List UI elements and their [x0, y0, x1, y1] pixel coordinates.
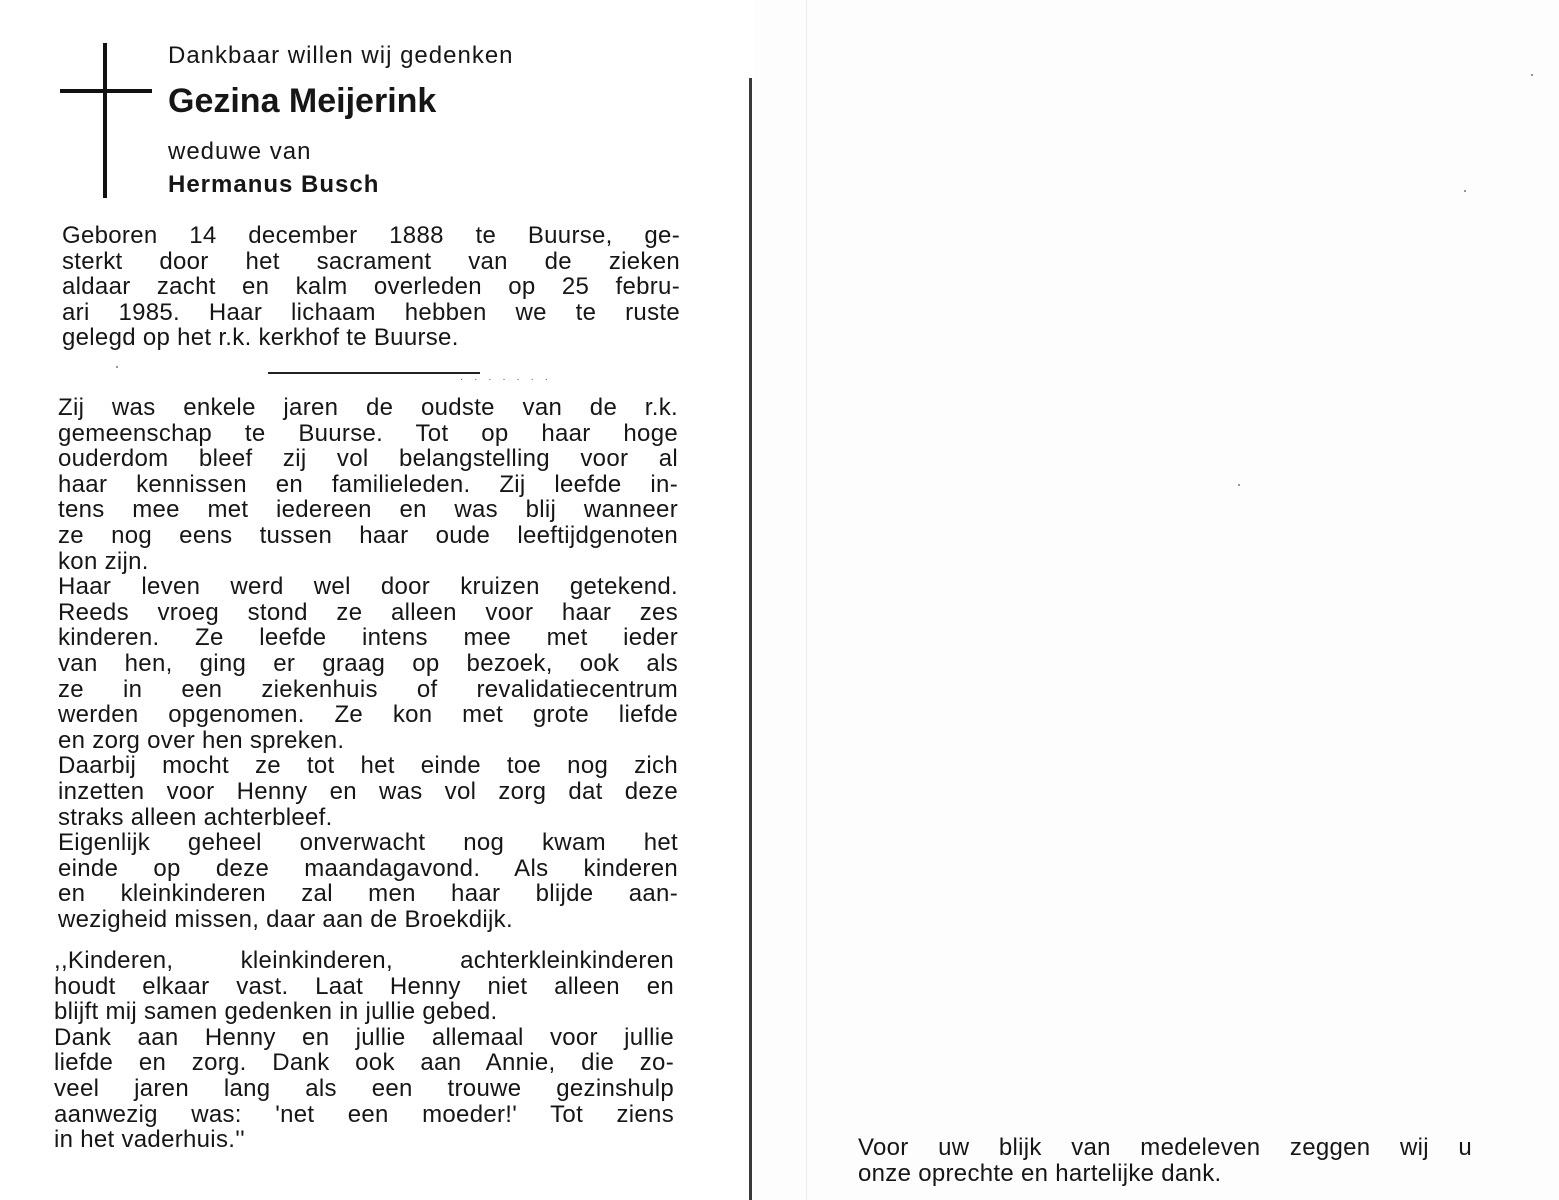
text-line: Daarbij mocht ze tot het einde toe nog zich — [58, 752, 678, 780]
card-fold-line — [749, 78, 752, 1200]
text-line: inzetten voor Henny en was vol zorg dat deze — [58, 777, 678, 805]
text-line: werden opgenomen. Ze kon met grote liefde — [58, 701, 678, 729]
thanks-paragraph — [858, 1135, 1472, 1186]
text-line: ze nog eens tussen haar oude leeftijdgenoten — [58, 521, 678, 549]
intro-text: Dankbaar willen wij gedenken — [168, 42, 514, 69]
card-front-panel — [0, 0, 755, 1200]
text-line: ari 1985. Haar lichaam hebben we te ruste — [62, 298, 680, 326]
text-line: en kleinkinderen zal men haar blijde aan- — [58, 880, 678, 908]
text-line: gelegd op het r.k. kerkhof te Buurse. — [62, 324, 459, 352]
text-line: haar kennissen en familieleden. Zij leefde in- — [58, 470, 678, 498]
cross-icon — [103, 43, 107, 198]
text-line: liefde en zorg. Dank ook aan Annie, die zo- — [54, 1049, 674, 1077]
text-line: Voor uw blijk van medeleven zeggen wij u — [858, 1134, 1472, 1161]
text-line: straks alleen achterbleef. — [58, 803, 333, 831]
widow-of-text: weduwe van — [168, 138, 312, 165]
text-line: Reeds vroeg stond ze alleen voor haar zes — [58, 598, 678, 626]
text-line: Haar leven werd wel door kruizen getekend. — [58, 573, 678, 601]
text-line: aanwezig was: 'net een moeder!' Tot ziens — [54, 1100, 674, 1128]
text-line: ,,Kinderen, kleinkinderen, achterkleinkinderen — [54, 947, 674, 974]
text-line: ouderdom bleef zij vol belangstelling voor al — [58, 445, 678, 473]
text-line: in het vaderhuis.'' — [54, 1126, 245, 1154]
scan-speck — [116, 366, 118, 368]
text-line: einde op deze maandagavond. Als kinderen — [58, 854, 678, 882]
text-line: tens mee met iedereen en was blij wanneer — [58, 496, 678, 524]
text-line: blijft mij samen gedenken in jullie gebed. — [54, 998, 498, 1026]
husband-name: Hermanus Busch — [168, 171, 380, 198]
text-line: houdt elkaar vast. Laat Henny niet alleen en — [54, 972, 674, 1000]
text-line: kinderen. Ze leefde intens mee met ieder — [58, 624, 678, 652]
text-line: Dank aan Henny en jullie allemaal voor jullie — [54, 1023, 674, 1051]
text-line: veel jaren lang als een trouwe gezinshulp — [54, 1074, 674, 1102]
text-line: wezigheid missen, daar aan de Broekdijk. — [58, 905, 513, 933]
text-line: kon zijn. — [58, 547, 149, 575]
scan-speck — [1531, 74, 1533, 76]
scan-speck — [1464, 190, 1466, 192]
text-line: Eigenlijk geheel onverwacht nog kwam het — [58, 829, 678, 857]
separator-specks: · · · · · · · — [460, 374, 552, 385]
card-back-panel — [757, 0, 1559, 1200]
text-line: aldaar zacht en kalm overleden op 25 febru- — [62, 273, 680, 301]
card-edge — [806, 0, 807, 1200]
text-line: sterkt door het sacrament van de zieken — [62, 247, 680, 275]
text-line: onze oprechte en hartelijke dank. — [858, 1159, 1222, 1187]
text-line: ze in een ziekenhuis of revalidatiecentrum — [58, 675, 678, 703]
text-line: Zij was enkele jaren de oudste van de r.k. — [58, 394, 678, 421]
separator-rule — [268, 372, 480, 374]
text-line: van hen, ging er graag op bezoek, ook als — [58, 649, 678, 677]
text-line: en zorg over hen spreken. — [58, 726, 345, 754]
cross-icon-bar — [60, 89, 152, 93]
biography-paragraph — [58, 395, 678, 932]
scan-speck — [1238, 484, 1240, 486]
deceased-name: Gezina Meijerink — [168, 82, 437, 120]
text-line: gemeenschap te Buurse. Tot op haar hoge — [58, 419, 678, 447]
birth-death-paragraph — [62, 223, 680, 351]
text-line: Geboren 14 december 1888 te Buurse, ge- — [62, 222, 680, 249]
quote-paragraph — [54, 948, 674, 1153]
